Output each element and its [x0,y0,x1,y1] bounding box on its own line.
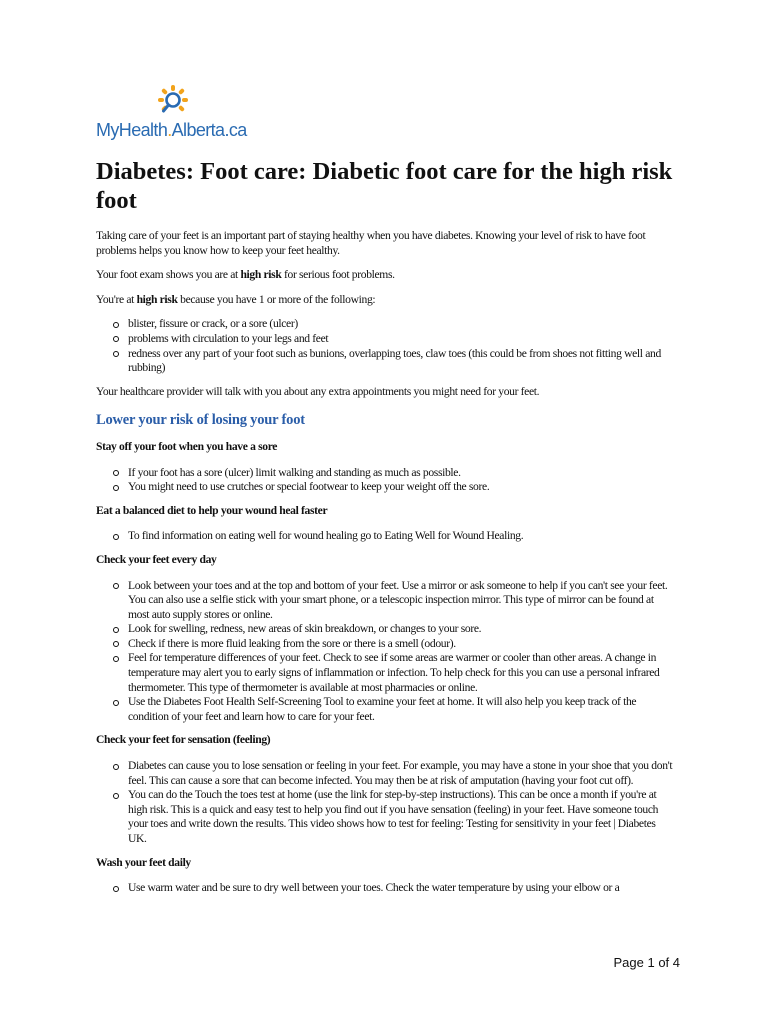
subsection-list [96,759,676,847]
subsection-list [96,466,676,495]
list-item: To find information on eating well for wound healing go to Eating Well for Wound Healing. [128,529,676,544]
page-number: Page 1 of 4 [613,955,680,970]
list-item: You might need to use crutches or special footwear to keep your weight off the sore. [128,480,676,495]
subsection-heading: Check your feet for sensation (feeling) [96,733,271,747]
list-item: Use the Diabetes Foot Health Self-Screening Tool to examine your feet at home. It will also help you keep track of the condition of your feet and learn how to care for your feet. [128,695,676,724]
sun-magnifier-icon [151,84,195,124]
document-body [96,229,676,905]
list-item: You can do the Touch the toes test at home (use the link for step-by-step instructions). This can be once a month if you're at high risk. This is a quick and easy test to help you find out if you have sensation (feeling) in your feet. Have someone touch your toes and write down the results. This video shows how to test for feeling: Testing for sensitivity in your feet | Diabetes UK. [128,788,676,846]
list-item: Look between your toes and at the top and bottom of your feet. Use a mirror or ask someone to help if you can't see your feet. You can also use a selfie stick with your smart phone, or a telescopic inspection mirror. This type of mirror can be found at most auto supply stores or online. [128,579,676,623]
list-item: If your foot has a sore (ulcer) limit walking and standing as much as possible. [128,466,676,481]
risk-level-paragraph: Your foot exam shows you are at high risk for serious foot problems. [96,268,395,282]
list-item: Use warm water and be sure to dry well between your toes. Check the water temperature by using your elbow or a [128,881,676,896]
subsection-list [96,881,676,896]
page-title: Diabetes: Foot care: Diabetic foot care for the high risk foot [96,158,673,214]
myhealth-alberta-logo [96,84,266,146]
list-item: Look for swelling, redness, new areas of skin breakdown, or changes to your sore. [128,622,676,637]
section-heading: Lower your risk of losing your foot [96,412,305,429]
subsection-heading: Stay off your foot when you have a sore [96,439,278,453]
subsection-heading: Check your feet every day [96,552,217,566]
list-item: redness over any part of your foot such as bunions, overlapping toes, claw toes (this could be from shoes not fitting well and rubbing) [128,347,676,376]
logo-wordmark: MyHealth.Alberta.ca [96,120,247,140]
risk-reasons-paragraph: You're at high risk because you have 1 or more of the following: [96,292,376,306]
subsection-list [96,529,676,544]
subsection-list [96,579,676,725]
subsection-heading: Wash your feet daily [96,855,191,869]
appointments-paragraph: Your healthcare provider will talk with you about any extra appointments you might need for your feet. [96,384,540,398]
intro-paragraph: Taking care of your feet is an important part of staying healthy when you have diabetes. Knowing your level of risk to have foot problems helps you know how to keep your feet healthy. [96,229,646,257]
list-item: Feel for temperature differences of your feet. Check to see if some areas are warmer or cooler than other areas. A change in temperature may alert you to early signs of inflammation or infection. To help check for this you can use a personal infrared thermometer. This type of thermometer is available at most pharmacies or online. [128,651,676,695]
list-item: blister, fissure or crack, or a sore (ulcer) [128,317,676,332]
list-item: problems with circulation to your legs and feet [128,332,676,347]
list-item: Diabetes can cause you to lose sensation or feeling in your feet. For example, you may have a stone in your shoe that you don't feel. This can cause a sore that can become infected. You may then be at risk of amputation (having your foot cut off). [128,759,676,788]
risk-reasons-list [96,317,676,375]
subsection-heading: Eat a balanced diet to help your wound heal faster [96,503,328,517]
list-item: Check if there is more fluid leaking from the sore or there is a smell (odour). [128,637,676,652]
